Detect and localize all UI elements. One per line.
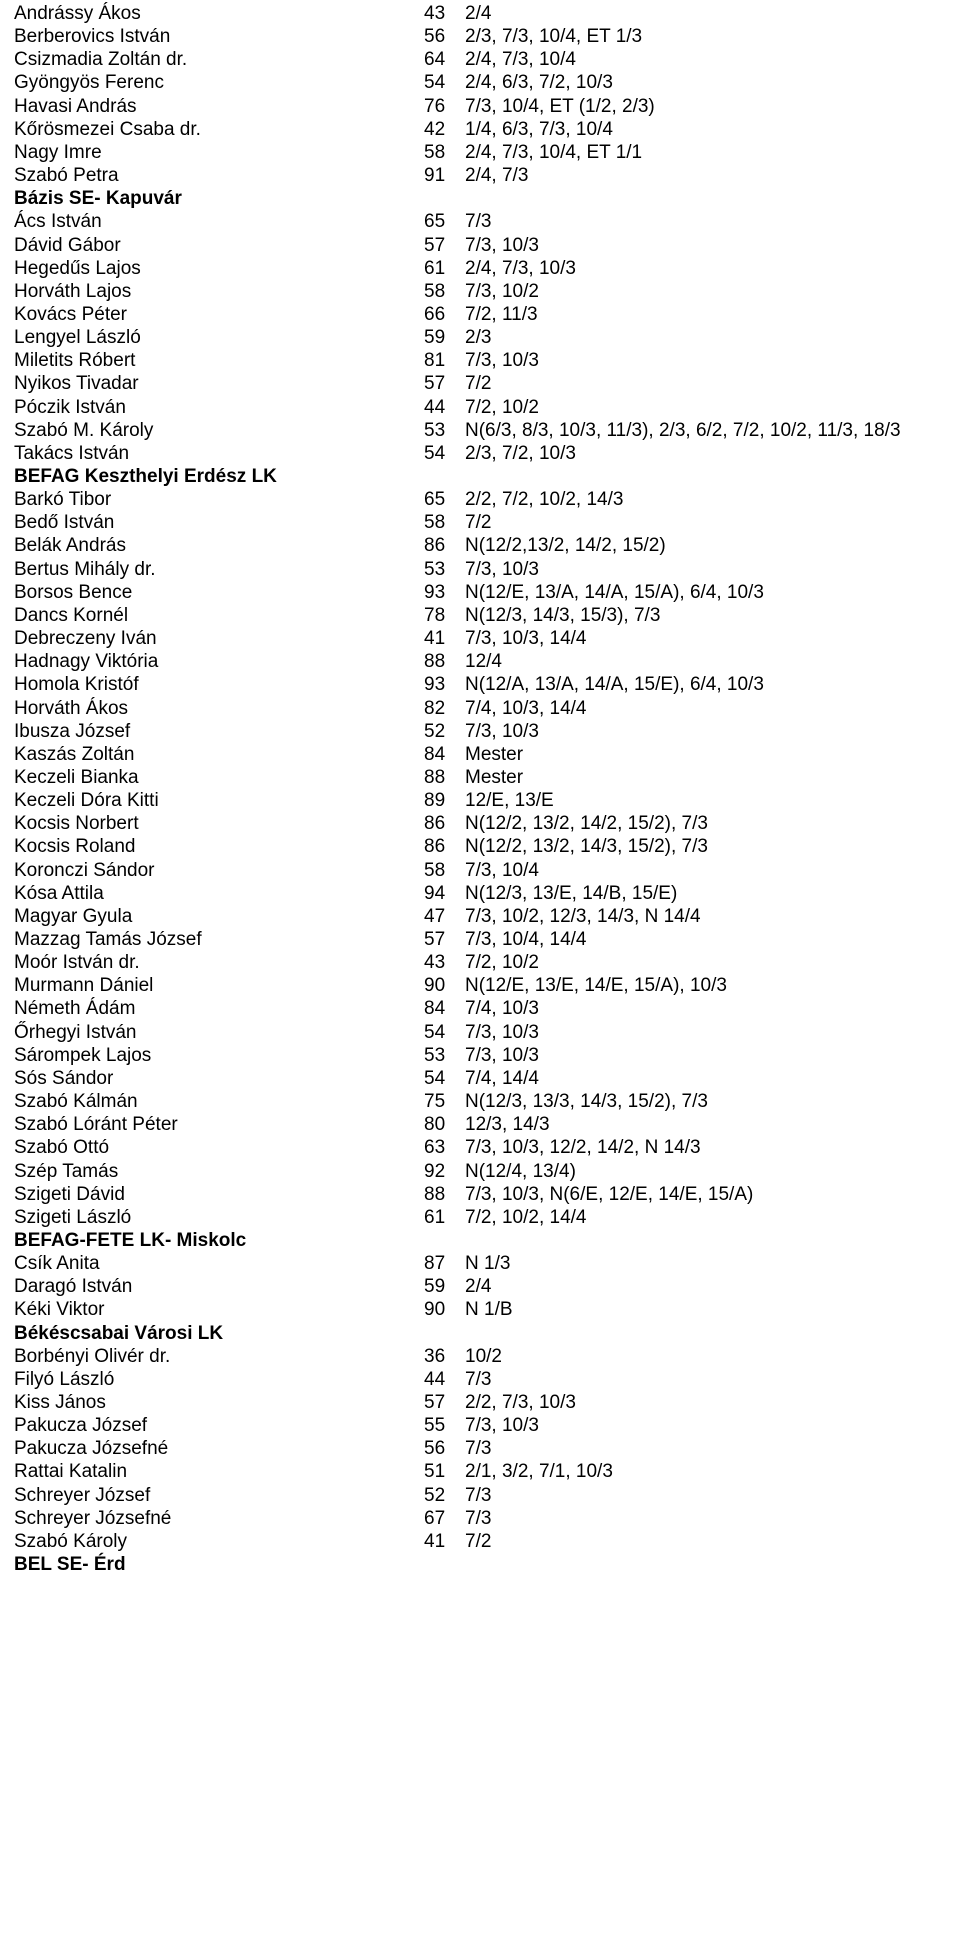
member-name: Filyó László [14,1368,115,1390]
member-score: 84 [424,743,446,765]
member-name: Szabó Petra [14,165,119,187]
member-results: N(6/3, 8/3, 10/3, 11/3), 2/3, 6/2, 7/2, 10/2, 11/3, 18/3 [465,419,901,441]
member-results: N(12/2, 13/2, 14/3, 15/2), 7/3 [465,836,708,858]
member-name: Belák András [14,535,126,557]
member-results: 7/2, 11/3 [465,303,538,325]
member-score: 78 [424,604,446,626]
member-results: 7/4, 14/4 [465,1067,539,1089]
member-name: Németh Ádám [14,998,136,1020]
member-name: Őrhegyi István [14,1021,137,1043]
member-score: 88 [424,651,446,673]
member-name: Keczeli Bianka [14,766,139,788]
member-name: Kovács Péter [14,303,127,325]
member-score: 42 [424,118,446,140]
member-score: 53 [424,558,446,580]
member-score: 54 [424,1067,446,1089]
member-name: Póczik István [14,396,126,418]
member-results: 7/2, 10/2 [465,396,539,418]
member-name: Borsos Bence [14,581,133,603]
member-score: 91 [424,165,446,187]
member-name: Daragó István [14,1276,133,1298]
member-results: 2/4 [465,3,492,24]
member-name: Kósa Attila [14,882,104,904]
member-score: 88 [424,766,446,788]
member-name: Szabó Lóránt Péter [14,1114,178,1136]
member-name: Homola Kristóf [14,674,139,696]
member-results: 2/4 [465,1276,492,1298]
member-score: 86 [424,836,446,858]
member-results: 2/4, 7/3, 10/3 [465,257,576,279]
member-score: 57 [424,929,446,950]
member-name: Debreczeny Iván [14,628,157,650]
member-score: 43 [424,3,446,24]
member-results: 7/3, 10/3 [465,234,539,256]
member-name: Pakucza József [14,1415,148,1437]
member-results: 2/4, 7/3, 10/4 [465,49,576,71]
member-name: Kiss János [14,1392,106,1413]
member-name: Szabó Ottó [14,1137,110,1159]
member-score: 58 [424,141,446,163]
member-score: 88 [424,1183,446,1205]
club-name: BEFAG-FETE LK- Miskolc [14,1229,247,1251]
member-name: Nyikos Tivadar [14,373,139,395]
member-results: 7/3 [465,1438,492,1460]
member-results: 2/4, 6/3, 7/2, 10/3 [465,72,613,94]
member-results: 2/4, 7/3 [465,165,529,187]
member-results: 7/3 [465,211,492,233]
member-results: 7/3 [465,1484,492,1506]
member-results: N(12/3, 13/E, 14/B, 15/E) [465,882,678,904]
member-name: Havasi András [14,95,137,117]
member-name: Andrássy Ákos [14,3,141,24]
member-results: N(12/3, 13/3, 14/3, 15/2), 7/3 [465,1091,708,1113]
member-name: Szép Tamás [14,1160,119,1182]
member-results: N(12/3, 14/3, 15/3), 7/3 [465,604,661,626]
member-results: 7/3, 10/3, N(6/E, 12/E, 14/E, 15/A) [465,1183,754,1205]
member-name: Dávid Gábor [14,234,121,256]
club-header [0,1551,960,1579]
member-score: 63 [424,1137,446,1159]
member-score: 93 [424,674,446,696]
member-name: Szigeti László [14,1206,132,1228]
member-results: 7/3, 10/4, ET (1/2, 2/3) [465,95,655,117]
member-name: Sárompek Lajos [14,1044,152,1066]
member-name: Dancs Kornél [14,604,129,626]
member-results: 7/3, 10/3 [465,350,539,372]
member-score: 58 [424,280,446,302]
member-results: 7/3, 10/2, 12/3, 14/3, N 14/4 [465,905,701,927]
member-results: 2/2, 7/2, 10/2, 14/3 [465,489,624,511]
member-results: 7/3, 10/3, 12/2, 14/2, N 14/3 [465,1137,701,1159]
member-name: Csík Anita [14,1253,100,1275]
club-name: Békéscsabai Városi LK [14,1322,224,1344]
member-results: 2/4, 7/3, 10/4, ET 1/1 [465,141,643,163]
member-name: Magyar Gyula [14,905,133,927]
member-results: N(12/4, 13/4) [465,1160,576,1182]
member-results: N(12/2,13/2, 14/2, 15/2) [465,535,666,557]
member-score: 53 [424,419,446,441]
member-results: 7/3 [465,1507,492,1529]
member-results: 7/3, 10/3 [465,1415,539,1437]
member-score: 57 [424,1392,446,1413]
member-name: Keczeli Dóra Kitti [14,790,159,812]
member-results: 7/3 [465,1368,492,1390]
member-results: N(12/A, 13/A, 14/A, 15/E), 6/4, 10/3 [465,674,764,696]
member-name: Pakucza Józsefné [14,1438,169,1460]
member-results: 7/3, 10/4 [465,859,539,881]
member-score: 90 [424,975,446,997]
member-results: N(12/E, 13/A, 14/A, 15/A), 6/4, 10/3 [465,581,764,603]
member-score: 57 [424,234,446,256]
member-results: Mester [465,766,524,788]
member-score: 87 [424,1253,446,1275]
member-score: 47 [424,905,446,927]
member-results: 7/2 [465,512,492,534]
club-name: BEL SE- Érd [14,1554,126,1576]
member-name: Berberovics István [14,26,171,48]
member-results: 7/3, 10/3 [465,558,539,580]
member-score: 61 [424,1206,446,1228]
member-name: Hegedűs Lajos [14,257,141,279]
member-score: 51 [424,1461,446,1483]
member-name: Takács István [14,442,130,464]
member-name: Murmann Dániel [14,975,154,997]
member-score: 76 [424,95,446,117]
club-name: Bázis SE- Kapuvár [14,188,182,210]
member-name: Lengyel László [14,327,141,349]
member-score: 43 [424,952,446,974]
member-score: 65 [424,211,446,233]
member-name: Szabó M. Károly [14,419,154,441]
member-name: Kocsis Norbert [14,813,139,835]
member-score: 65 [424,489,446,511]
member-score: 56 [424,1438,446,1460]
member-results: 12/E, 13/E [465,790,554,812]
member-results: 12/3, 14/3 [465,1114,550,1136]
member-results: N(12/2, 13/2, 14/2, 15/2), 7/3 [465,813,708,835]
member-score: 54 [424,72,446,94]
member-results: 7/2 [465,373,492,395]
member-score: 57 [424,373,446,395]
member-name: Kéki Viktor [14,1299,105,1321]
member-score: 86 [424,535,446,557]
member-score: 89 [424,790,446,812]
member-score: 53 [424,1044,446,1066]
member-name: Kaszás Zoltán [14,743,135,765]
member-results: N 1/B [465,1299,513,1321]
member-results: Mester [465,743,524,765]
member-name: Rattai Katalin [14,1461,128,1483]
member-score: 61 [424,257,446,279]
member-name: Sós Sándor [14,1067,114,1089]
member-score: 66 [424,303,446,325]
member-score: 90 [424,1299,446,1321]
member-score: 80 [424,1114,446,1136]
member-results: 7/3, 10/4, 14/4 [465,929,587,950]
member-score: 52 [424,720,446,742]
member-name: Borbényi Olivér dr. [14,1345,171,1367]
member-name: Kőrösmezei Csaba dr. [14,118,201,140]
member-name: Ács István [14,211,102,233]
member-results: 7/4, 10/3, 14/4 [465,697,587,719]
member-name: Schreyer Józsefné [14,1507,172,1529]
member-score: 54 [424,442,446,464]
member-score: 41 [424,1530,446,1552]
member-name: Szigeti Dávid [14,1183,125,1205]
member-name: Horváth Lajos [14,280,132,302]
member-results: 10/2 [465,1345,502,1367]
member-score: 93 [424,581,446,603]
member-score: 41 [424,628,446,650]
member-results: N(12/E, 13/E, 14/E, 15/A), 10/3 [465,975,727,997]
member-results: 1/4, 6/3, 7/3, 10/4 [465,118,613,140]
member-score: 82 [424,697,446,719]
member-results: 2/3 [465,327,492,349]
member-name: Schreyer József [14,1484,151,1506]
member-score: 58 [424,859,446,881]
member-score: 86 [424,813,446,835]
member-name: Szabó Kálmán [14,1091,138,1113]
member-score: 64 [424,49,446,71]
member-score: 44 [424,396,446,418]
member-results: 7/3, 10/3 [465,1021,539,1043]
member-name: Barkó Tibor [14,489,112,511]
member-results: 7/3, 10/3 [465,720,539,742]
member-name: Csizmadia Zoltán dr. [14,49,188,71]
club-name: BEFAG Keszthelyi Erdész LK [14,466,277,487]
member-results: 7/2, 10/2, 14/4 [465,1206,587,1228]
member-results: 7/3, 10/3, 14/4 [465,628,587,650]
member-score: 58 [424,512,446,534]
member-score: 84 [424,998,446,1020]
member-name: Horváth Ákos [14,697,129,719]
member-name: Nagy Imre [14,141,102,163]
member-results: 12/4 [465,651,502,673]
member-results: 2/2, 7/3, 10/3 [465,1392,576,1413]
member-name: Hadnagy Viktória [14,651,159,673]
member-name: Gyöngyös Ferenc [14,72,164,94]
member-score: 52 [424,1484,446,1506]
member-score: 67 [424,1507,446,1529]
member-name: Koronczi Sándor [14,859,155,881]
member-results: 2/3, 7/2, 10/3 [465,442,576,464]
member-score: 59 [424,1276,446,1298]
member-score: 44 [424,1368,446,1390]
member-results: 7/4, 10/3 [465,998,539,1020]
member-results: 7/3, 10/2 [465,280,539,302]
member-results: 2/1, 3/2, 7/1, 10/3 [465,1461,613,1483]
member-results: 7/2 [465,1530,492,1552]
member-name: Ibusza József [14,720,131,742]
member-name: Kocsis Roland [14,836,136,858]
member-results: 7/2, 10/2 [465,952,539,974]
member-name: Moór István dr. [14,952,140,974]
member-results: N 1/3 [465,1253,511,1275]
member-score: 75 [424,1091,446,1113]
member-results: 2/3, 7/3, 10/4, ET 1/3 [465,26,643,48]
member-name: Mazzag Tamás József [14,929,202,950]
member-score: 54 [424,1021,446,1043]
member-score: 59 [424,327,446,349]
member-name: Miletits Róbert [14,350,136,372]
member-results: 7/3, 10/3 [465,1044,539,1066]
member-score: 92 [424,1160,446,1182]
member-score: 36 [424,1345,446,1367]
member-score: 81 [424,350,446,372]
member-name: Bertus Mihály dr. [14,558,156,580]
member-score: 55 [424,1415,446,1437]
member-name: Szabó Károly [14,1530,128,1552]
member-score: 56 [424,26,446,48]
member-name: Bedő István [14,512,115,534]
member-score: 94 [424,882,446,904]
